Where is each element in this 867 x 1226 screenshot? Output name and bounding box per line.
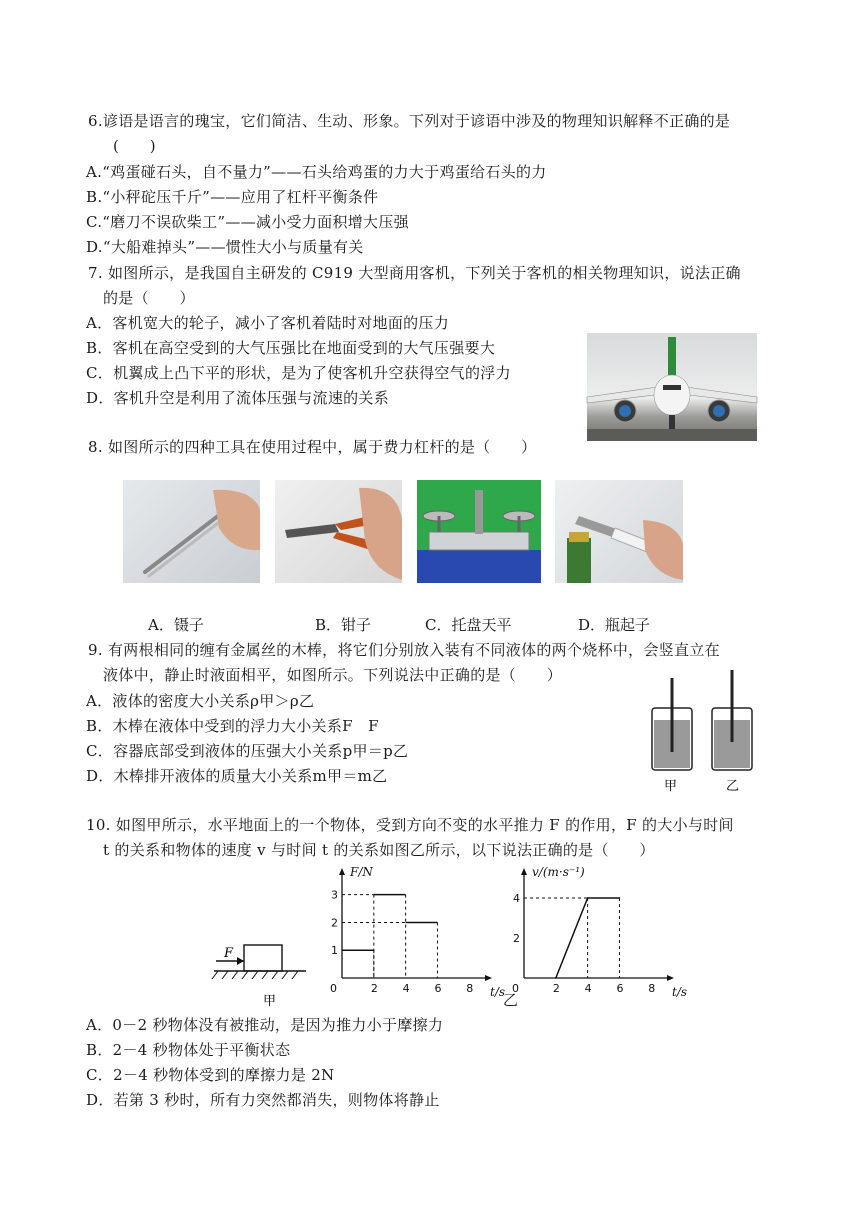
v-chart-y-tick-4: 4: [513, 892, 520, 905]
q9-option-c: C．容器底部受到液体的压强大小关系p甲＝p乙: [86, 742, 409, 760]
q6-option-c: C.“磨刀不误砍柴工”——减小受力面积增大压强: [86, 213, 409, 231]
v-chart-x-label: t/s: [672, 985, 688, 999]
q9-option-b: B．木棒在液体中受到的浮力大小关系F F: [86, 717, 379, 735]
v-chart-x-tick-0: 0: [512, 982, 519, 995]
tweezers-image: [123, 480, 260, 583]
fig-jia-block: [210, 935, 310, 1010]
f-chart-y-label: F/N: [350, 865, 373, 879]
q10-option-b: B．2－4 秒物体处于平衡状态: [86, 1041, 291, 1059]
f-chart-y-tick-3: 3: [331, 888, 338, 902]
q8-caption-d: D．瓶起子: [578, 616, 651, 634]
q7-stem-line1: 7. 如图所示，是我国自主研发的 C919 大型商用客机，下列关于客机的相关物理知识，说法正确: [88, 264, 741, 282]
v-point-0: [555, 977, 557, 979]
v-chart-x-tick-2: 2: [552, 982, 560, 995]
f-chart-x-label: t/s: [490, 985, 506, 999]
bottle-opener-image: [555, 480, 683, 583]
f-chart-x-tick-4: 4: [402, 982, 410, 995]
q9-stem-line1: 9. 有两根相同的缠有金属丝的木棒，将它们分别放入装有不同液体的两个烧杯中，会竖直立在: [88, 641, 720, 659]
v-chart-y-arrow: [521, 868, 527, 875]
q8-stem: 8. 如图所示的四种工具在使用过程中，属于费力杠杆的是（ ）: [88, 438, 537, 456]
q9-option-a: A．液体的密度大小关系ρ甲＞ρ乙: [86, 692, 315, 710]
f-chart-y-arrow: [339, 868, 345, 875]
fig-jia-label: 甲: [263, 994, 277, 1009]
v-chart-x-tick-6: 6: [616, 982, 624, 995]
q7-option-d: D．客机升空是利用了流体压强与流速的关系: [86, 389, 390, 407]
q6-stem: 6.谚语是语言的瑰宝，它们简洁、生动、形象。下列对于谚语中涉及的物理知识解释不正确的是: [88, 112, 731, 130]
f-chart-x-tick-2: 2: [370, 982, 378, 995]
q6-option-a: A.“鸡蛋碰石头，自不量力”——石头给鸡蛋的力大于鸡蛋给石头的力: [86, 163, 547, 181]
q10-option-c: C．2－4 秒物体受到的摩擦力是 2N: [86, 1066, 335, 1084]
force-time-chart: [320, 865, 506, 999]
v-chart-x-arrow: [667, 975, 674, 981]
q9-option-d: D．木棒排开液体的质量大小关系m甲＝m乙: [86, 767, 388, 785]
q7-option-c: C．机翼成上凸下平的形状，是为了使客机升空获得空气的浮力: [86, 364, 511, 382]
velocity-time-chart: [490, 865, 690, 999]
v-chart-x-tick-8: 8: [648, 982, 656, 995]
q7-stem-line2: 的是（ ）: [103, 289, 195, 307]
fig-yi-label: 乙: [503, 991, 519, 1009]
q6-option-b: B.“小秤砣压千斤”——应用了杠杆平衡条件: [86, 188, 379, 206]
pliers-image: [275, 480, 402, 583]
q9-stem-line2: 液体中，静止时液面相平，如图所示。下列说法中正确的是（ ）: [103, 666, 563, 684]
f-chart-y-tick-1: 1: [331, 944, 338, 958]
q10-stem-line2: t 的关系和物体的速度 v 与时间 t 的关系如图乙所示，以下说法正确的是（ ）: [103, 841, 655, 859]
q8-caption-a: A．镊子: [148, 616, 204, 634]
beakers-figure: [640, 670, 760, 800]
q6-answer-paren: ( ): [113, 137, 156, 155]
q10-stem-line1: 10. 如图甲所示，水平地面上的一个物体，受到方向不变的水平推力 F 的作用，F 的大小与时间: [86, 816, 734, 834]
force-f-label: F: [224, 946, 234, 961]
f-chart-y-tick-2: 2: [331, 916, 338, 930]
v-chart-y-label: v/(m·s⁻¹): [532, 865, 585, 879]
q8-caption-c: C．托盘天平: [425, 616, 512, 634]
q6-option-d: D.“大船难掉头”——惯性大小与质量有关: [86, 238, 364, 256]
v-chart-x-tick-4: 4: [584, 982, 592, 995]
c919-airplane-image: [587, 333, 757, 441]
f-chart-x-tick-6: 6: [434, 982, 442, 995]
beaker-label-yi: 乙: [726, 779, 740, 794]
f-chart-x-tick-8: 8: [466, 982, 474, 995]
v-chart-y-tick-2: 2: [513, 932, 520, 945]
beaker-label-jia: 甲: [664, 779, 678, 794]
q10-option-a: A．0－2 秒物体没有被推动，是因为推力小于摩擦力: [86, 1016, 444, 1034]
q8-caption-b: B．钳子: [315, 616, 372, 634]
q10-option-d: D．若第 3 秒时，所有力突然都消失，则物体将静止: [86, 1091, 440, 1109]
f-chart-x-tick-0: 0: [330, 982, 337, 995]
q7-option-a: A．客机宽大的轮子，减小了客机着陆时对地面的压力: [86, 314, 450, 332]
balance-scale-image: [417, 480, 541, 583]
q7-option-b: B．客机在高空受到的大气压强比在地面受到的大气压强要大: [86, 339, 496, 357]
